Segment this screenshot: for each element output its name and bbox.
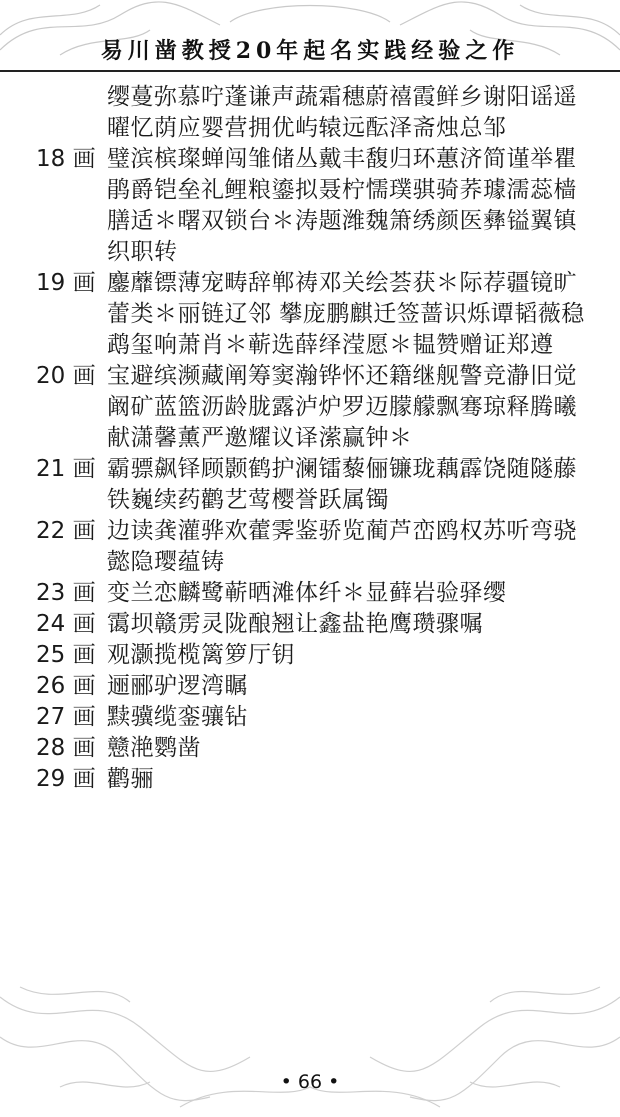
list-item [0, 516, 620, 578]
list-item [0, 764, 620, 795]
character-list: 观灏揽榄篱箩厅钥 [107, 642, 295, 668]
list-item [0, 609, 620, 640]
stroke-count-label: 24 画 [36, 611, 96, 637]
character-list: 缨蔓弥慕咛蓬谦声蔬霜穗蔚禧霞鲜乡谢阳谣遥曜忆荫应婴营拥优屿辕远酝泽斋烛总邹 [107, 84, 577, 141]
list-item [0, 640, 620, 671]
list-item [0, 578, 620, 609]
stroke-count-label: 18 画 [36, 146, 96, 172]
character-list: 鏖蘼镖薄宠畴辞郸祷邓关绘荟获＊际荐疆镜旷蕾类＊丽链辽邻 攀庞鹏麒迁签蔷识烁谭韬薇稳鹉玺响萧肖＊蕲选薛绎滢愿＊韫赞赠证郑遵 [107, 270, 585, 358]
stroke-count-label: 19 画 [36, 270, 96, 296]
character-list: 鹳骊 [107, 766, 154, 792]
list-item [0, 733, 620, 764]
character-list: 变兰恋麟鹭蕲晒滩体纤＊显藓岩验驿缨 [107, 580, 507, 606]
footer-ornament [0, 977, 620, 1117]
stroke-count-label: 25 画 [36, 642, 96, 668]
character-list: 逦郦驴逻湾瞩 [107, 673, 248, 699]
stroke-count-list [0, 82, 620, 795]
character-list: 戆滟鹦凿 [107, 735, 201, 761]
stroke-count-label: 28 画 [36, 735, 96, 761]
page-number: • 66 • [280, 1071, 340, 1093]
character-list: 霭坝赣雳灵陇酿翘让鑫盐艳鹰瓒骤嘱 [107, 611, 483, 637]
header-divider [0, 70, 620, 72]
stroke-count-label: 21 画 [36, 456, 96, 482]
stroke-count-label: 22 画 [36, 518, 96, 544]
stroke-count-label: 26 画 [36, 673, 96, 699]
list-item [0, 702, 620, 733]
list-item [0, 361, 620, 454]
list-item [0, 268, 620, 361]
stroke-count-label: 29 画 [36, 766, 96, 792]
stroke-count-label: 27 画 [36, 704, 96, 730]
character-list: 霸骠飙铎顾颢鹤护澜镭藜俪镰珑藕霹饶随隧藤铁巍续药鹳艺莺樱誉跃属镯 [107, 456, 577, 513]
character-list: 黩骥缆銮骧钻 [107, 704, 248, 730]
list-item [0, 82, 620, 144]
list-item [0, 144, 620, 268]
stroke-count-label: 23 画 [36, 580, 96, 606]
character-list: 璧滨槟璨蝉闯雏储丛戴丰馥归环蕙济简谨举瞿鹃爵铠垒礼鲤粮鎏拟聂柠懦璞骐骑荞璩濡蕊樯膳适＊曙双锁台＊涛题潍魏箫绣颜医彝镒翼镇织职转 [107, 146, 577, 265]
stroke-count-label: 20 画 [36, 363, 96, 389]
page-header-title: 易川凿教授20年起名实践经验之作 [100, 38, 520, 64]
list-item [0, 671, 620, 702]
list-item [0, 454, 620, 516]
character-list: 宝避缤濒藏阐筹窦瀚铧怀还籍继舰警竞瀞旧觉阚矿蓝篮沥龄胧露泸炉罗迈朦艨飘骞琼释腾曦献潇馨薰严邀耀议译潆赢钟＊ [107, 363, 577, 451]
character-list: 边读龚灌骅欢藿霁鉴骄览蔺芦峦鸥权苏听弯骁懿隐璎蕴铸 [107, 518, 577, 575]
